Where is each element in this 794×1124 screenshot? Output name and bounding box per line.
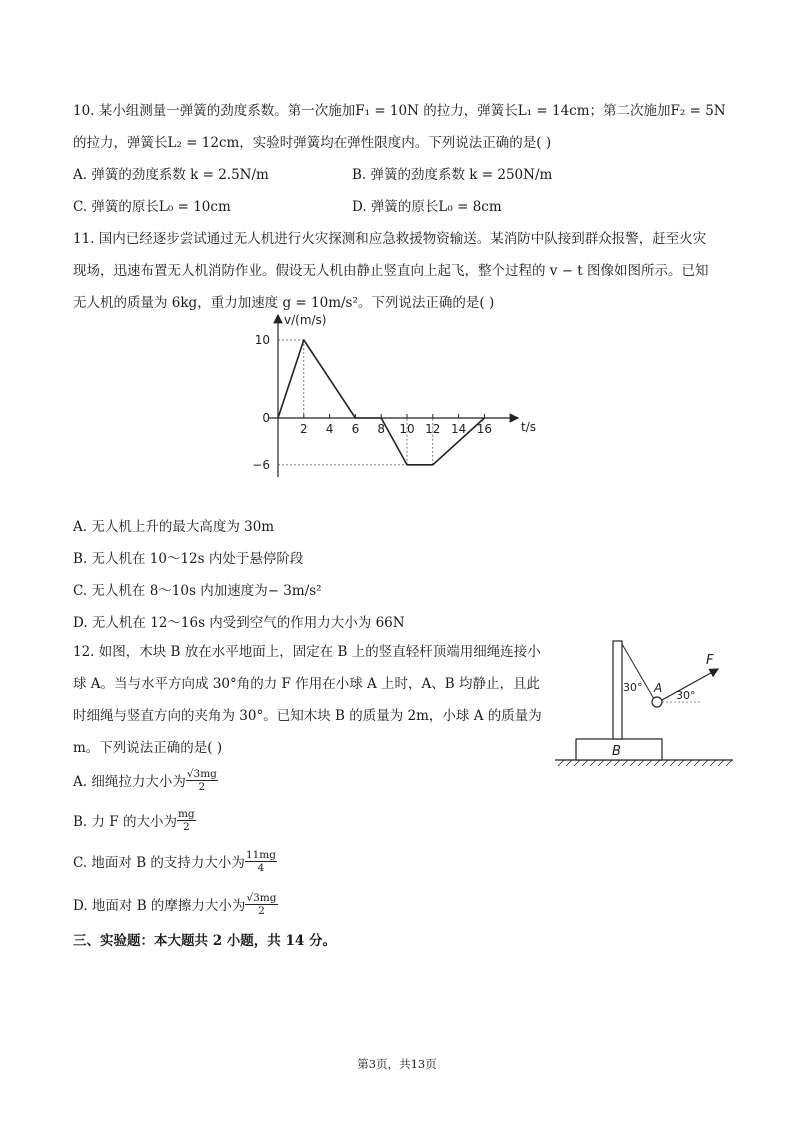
q12-stem-line2: 球 A。当与水平方向成 30°角的力 F 作用在小球 A 上时，A、B 均静止，且此: [73, 676, 541, 692]
fraction: $\frac{11mg}{4}$: [245, 849, 276, 874]
vt-series-line: [278, 340, 484, 465]
vt-x-tick-label: 10: [399, 422, 415, 436]
q10-option-c: C. 弹簧的原长L₀ = 10cm: [73, 199, 231, 215]
fraction: $\frac{mg}{2}$: [177, 808, 195, 833]
angle-rope-label: 30°: [623, 681, 643, 694]
q12-option-a: A. 细绳拉力大小为 $\frac{√3mg}{2}$: [73, 768, 217, 793]
vt-x-tick-label: 8: [377, 422, 386, 436]
q11-option-c: C. 无人机在 8～10s 内加速度为− 3m/s²: [73, 583, 322, 599]
section-three-heading: 三、实验题：本大题共 2 小题，共 14 分。: [73, 933, 336, 949]
fraction: $\frac{√3mg}{2}$: [186, 768, 217, 793]
vt-graph: [240, 305, 550, 485]
ground-hatch: [558, 760, 732, 766]
vt-x-label: t/s: [521, 420, 536, 434]
label-f: F: [706, 653, 714, 668]
vt-x-tick-label: 12: [425, 422, 441, 436]
q11-stem-line3: 无人机的质量为 6kg，重力加速度 g = 10m/s²。下列说法正确的是( ): [73, 295, 495, 311]
vt-y-tick-label: 0: [262, 411, 270, 425]
vt-y-label: v/(m/s): [284, 313, 327, 327]
q12-option-b: B. 力 F 的大小为 $\frac{mg}{2}$: [73, 808, 195, 833]
vt-x-tick-label: 16: [476, 422, 493, 436]
q12-stem-line1: 12. 如图，木块 B 放在水平地面上，固定在 B 上的竖直轻杆顶端用细绳连接小: [73, 644, 541, 660]
q10-stem-line2: 的拉力，弹簧长L₂ = 12cm，实验时弹簧均在弹性限度内。下列说法正确的是( ): [73, 135, 552, 151]
label-a: A: [654, 681, 663, 695]
q11-option-d: D. 无人机在 12～16s 内受到空气的作用力大小为 66N: [73, 615, 405, 631]
page-footer: 第3页，共13页: [357, 1057, 437, 1071]
label-b: B: [612, 744, 621, 759]
vt-x-tick-label: 14: [450, 422, 467, 436]
vt-x-tick-label: 4: [325, 422, 334, 436]
q11-option-a: A. 无人机上升的最大高度为 30m: [73, 519, 275, 535]
vertical-rod: [613, 641, 622, 739]
q12-stem-line3: 时细绳与竖直方向的夹角为 30°。已知木块 B 的质量为 2m，小球 A 的质量为: [73, 708, 542, 724]
q10-option-b: B. 弹簧的劲度系数 k = 250N/m: [352, 167, 553, 183]
vt-x-tick-label: 2: [299, 422, 308, 436]
q12-option-c: C. 地面对 B 的支持力大小为 $\frac{11mg}{4}$: [73, 849, 276, 874]
vt-y-tick-label: 10: [254, 333, 270, 347]
q12-stem-line4: m。下列说法正确的是( ): [73, 740, 223, 756]
q11-stem-line2: 现场，迅速布置无人机消防作业。假设无人机由静止竖直向上起飞，整个过程的 v − t 图像如图所示。已知: [73, 263, 709, 279]
q12-option-d: D. 地面对 B 的摩擦力大小为 $\frac{√3mg}{2}$: [73, 892, 277, 917]
vt-x-tick-label: 6: [351, 422, 360, 436]
vt-y-tick-label: −6: [252, 457, 270, 472]
q11-stem-line1: 11. 国内已经逐步尝试通过无人机进行火灾探测和应急救援物资输送。某消防中队接到群众报警，赶至火灾: [73, 231, 707, 247]
q10-option-a: A. 弹簧的劲度系数 k = 2.5N/m: [73, 167, 269, 183]
angle-force-label: 30°: [676, 689, 696, 702]
q12-figure: [550, 636, 740, 776]
q10-option-d: D. 弹簧的原长L₀ = 8cm: [352, 199, 502, 215]
q10-stem-line1: 10. 某小组测量一弹簧的劲度系数。第一次施加F₁ = 10N 的拉力，弹簧长L₁ = 14cm；第二次施加F₂ = 5N: [73, 103, 726, 119]
q11-option-b: B. 无人机在 10～12s 内处于悬停阶段: [73, 551, 304, 567]
ball-a: [652, 697, 662, 707]
fraction: $\frac{√3mg}{2}$: [246, 892, 277, 917]
